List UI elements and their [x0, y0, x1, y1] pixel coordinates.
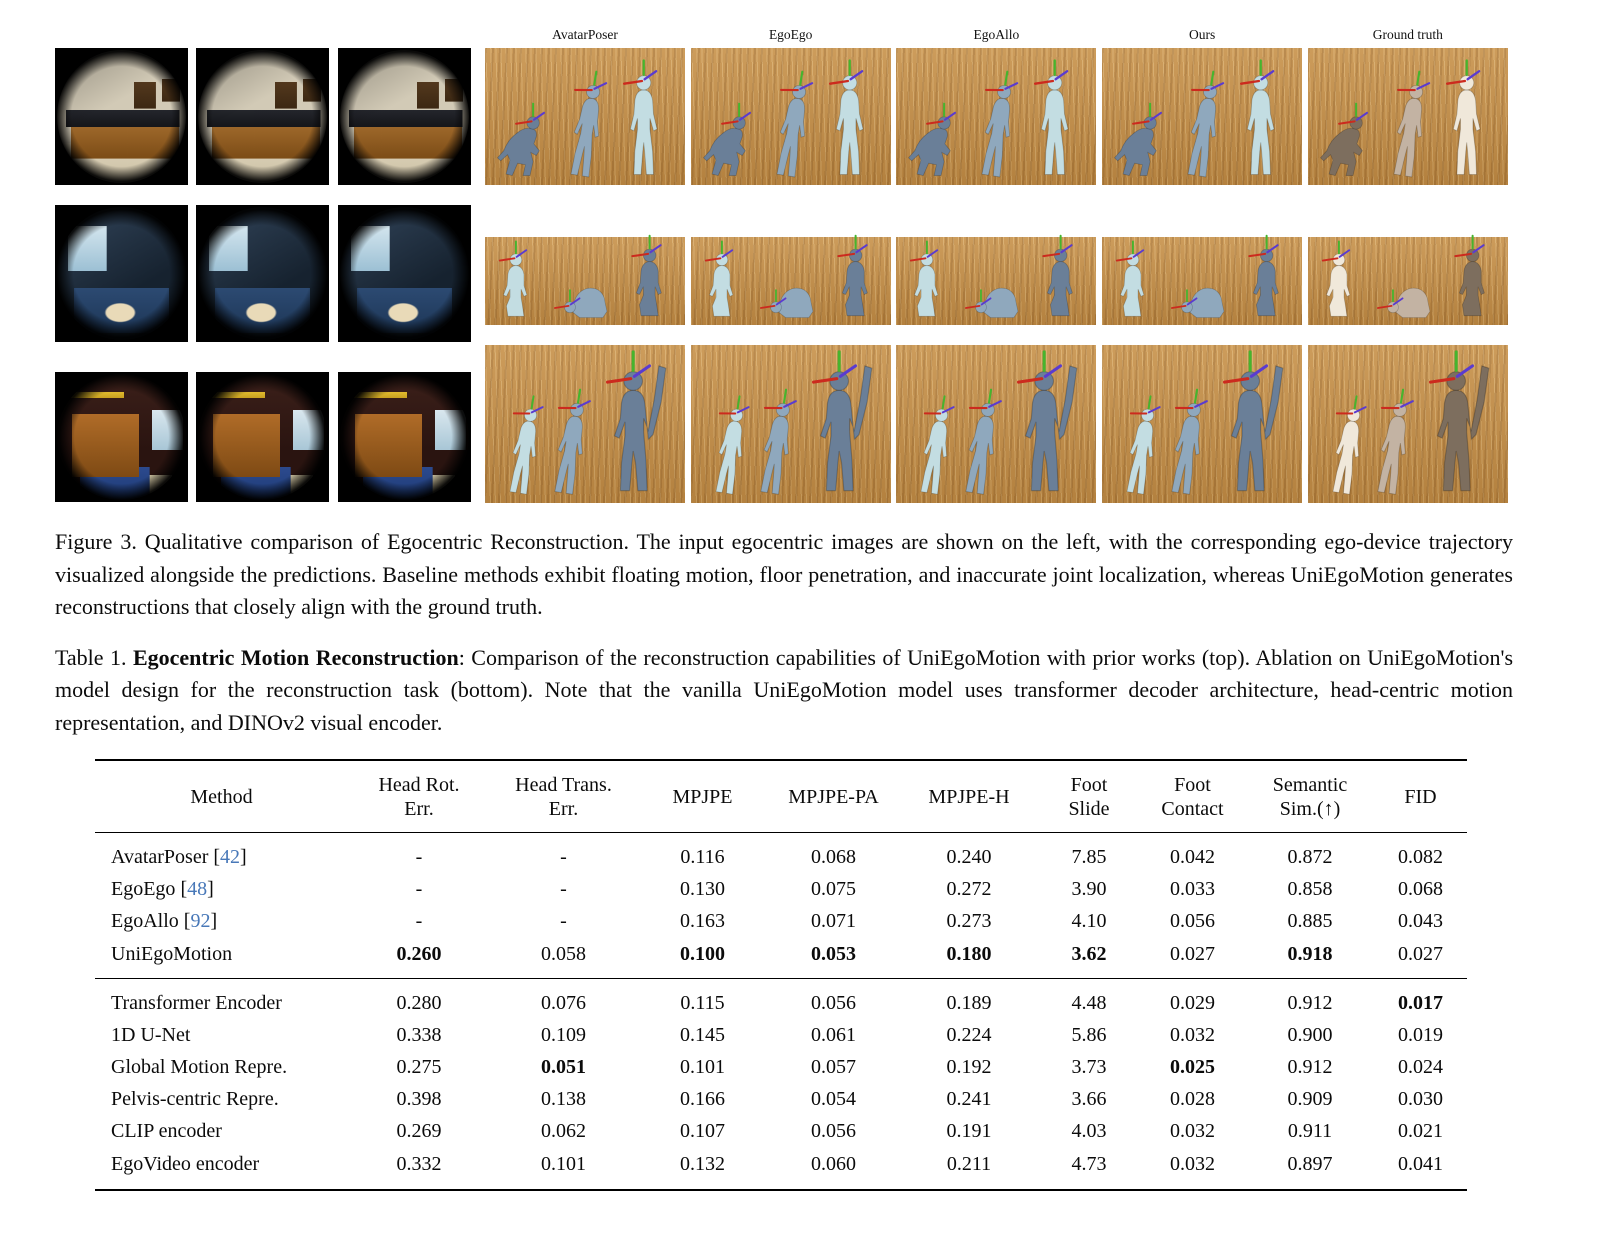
- human-mesh-figure-stand: [1234, 73, 1287, 180]
- table-row-avatarposer: [95, 833, 1467, 874]
- render-panel-avatarposer-row1: [485, 48, 685, 185]
- human-mesh-figure-kneel: [1034, 246, 1089, 320]
- render-panel-ours-row3: [1102, 345, 1302, 503]
- human-mesh-figure-crouch: [695, 109, 757, 180]
- header-cell-method: Method: [95, 760, 348, 833]
- figure-caption: Figure 3. Qualitative comparison of Egocentric Reconstruction. The input egocentric images are shown on the left, with the corresponding ego-device trajectory visualized alongside the predictions. Baseline methods exhibit floating motion, floor penetration, and inaccurate joint localization, whereas UniEgoMotion generates reconstructions that closely align with the ground truth.: [55, 529, 1513, 619]
- human-mesh-figure-lean: [557, 82, 606, 181]
- value-cell: 0.042: [1170, 846, 1215, 868]
- input-image-training-room-2: [196, 205, 329, 342]
- value-cell: 0.025: [1170, 1055, 1215, 1078]
- value-cell: 0.057: [811, 1055, 856, 1078]
- input-image-kitchen-1: [55, 48, 188, 185]
- method-cell: Pelvis-centric Repre.: [111, 1088, 279, 1111]
- value-cell: -: [560, 846, 567, 868]
- human-mesh-figure-lean: [541, 400, 590, 498]
- input-image-kitchen-3: [338, 48, 471, 185]
- human-mesh-figure-stand: [617, 73, 670, 180]
- value-cell: 3.62: [1071, 942, 1107, 965]
- value-cell: 4.48: [1039, 978, 1139, 1019]
- value-cell: 0.900: [1287, 1023, 1333, 1046]
- value-cell: 0.056: [1170, 910, 1215, 933]
- render-panel-ground-truth-row3: [1308, 345, 1508, 503]
- header-cell-mpjpe: MPJPE: [637, 760, 768, 833]
- method-cell: EgoAllo [92]: [111, 910, 218, 933]
- human-mesh-figure-crouch: [900, 109, 962, 180]
- value-cell: 0.858: [1287, 878, 1333, 901]
- value-cell: 0.082: [1398, 846, 1443, 868]
- value-cell: 0.132: [680, 1152, 725, 1175]
- value-cell: 0.024: [1398, 1055, 1443, 1078]
- render-panel-ours-row1: [1102, 48, 1302, 185]
- value-cell: 4.03: [1071, 1120, 1107, 1143]
- value-cell: 0.075: [811, 878, 856, 901]
- human-mesh-figure-bow: [1382, 273, 1437, 321]
- value-cell: 0.030: [1398, 1088, 1443, 1111]
- value-cell: 3.66: [1071, 1088, 1107, 1111]
- value-cell: 7.85: [1071, 846, 1107, 868]
- value-cell: -: [415, 846, 423, 868]
- value-cell: 0.029: [1139, 978, 1246, 1019]
- human-mesh-figure-kneel: [829, 246, 884, 320]
- value-cell: 5.86: [1071, 1023, 1107, 1046]
- value-cell: 0.027: [1170, 942, 1215, 965]
- value-cell: 0.041: [1398, 1152, 1443, 1175]
- render-panel-egoallo-row3: [896, 345, 1096, 503]
- value-cell: 0.211: [946, 1152, 992, 1175]
- human-mesh-figure-lean: [763, 82, 812, 181]
- column-header-avatarposer: AvatarPoser: [552, 27, 618, 42]
- method-cell: UniEgoMotion: [111, 942, 233, 965]
- citation-link[interactable]: 48: [187, 878, 208, 901]
- head-trajectory-axis-icon: [607, 352, 649, 382]
- value-cell: 0.068: [811, 846, 856, 868]
- render-panel-avatarposer-row2: [485, 205, 685, 325]
- value-cell: 0.275: [396, 1055, 442, 1078]
- head-trajectory-axis-icon: [1430, 352, 1472, 382]
- value-cell: 0.332: [396, 1152, 442, 1175]
- column-header-ground-truth: Ground truth: [1372, 27, 1443, 42]
- render-panel-egoego-row2: [691, 205, 891, 325]
- table-row-1d-u-net: [95, 1019, 1467, 1051]
- value-cell: 0.912: [1246, 978, 1374, 1019]
- value-cell: -: [415, 910, 423, 933]
- value-cell: 0.241: [946, 1088, 992, 1111]
- value-cell: 0.054: [811, 1088, 856, 1111]
- human-mesh-figure-lean: [1320, 406, 1366, 498]
- value-cell: 0.163: [680, 910, 725, 933]
- human-mesh-figure-bow: [765, 273, 820, 321]
- value-cell: 0.101: [680, 1055, 725, 1078]
- value-cell: 0.192: [946, 1055, 992, 1078]
- value-cell: 0.166: [680, 1088, 725, 1111]
- column-header-ours: Ours: [1188, 27, 1216, 42]
- render-panel-egoego-row1: [691, 48, 891, 185]
- column-header-egoallo: EgoAllo: [973, 27, 1020, 42]
- human-mesh-figure-reach: [803, 346, 879, 498]
- render-panel-egoallo-row1: [896, 48, 1096, 185]
- human-mesh-figure-kneel: [697, 251, 748, 321]
- human-mesh-figure-kneel: [623, 246, 678, 320]
- value-cell: 0.032: [1170, 1023, 1215, 1046]
- value-cell: 0.101: [541, 1152, 586, 1175]
- value-cell: 0.240: [946, 846, 992, 868]
- render-panel-avatarposer-row3: [485, 345, 685, 503]
- value-cell: 0.189: [899, 978, 1039, 1019]
- value-cell: 3.73: [1071, 1055, 1107, 1078]
- human-mesh-figure-lean: [1380, 82, 1429, 181]
- table-caption: Table 1. Egocentric Motion Reconstruction: Comparison of the reconstruction capabilities of UniEgoMotion with prior works (top). Ablation on UniEgoMotion's model design for the reconstruction task (bottom). Note that the vanilla UniEgoMotion model uses transformer decoder architecture, head-centric motion representation, and DINOv2 visual encoder.: [55, 644, 1514, 735]
- value-cell: 0.033: [1170, 878, 1215, 901]
- value-cell: 0.056: [768, 978, 899, 1019]
- value-cell: 3.90: [1071, 878, 1107, 901]
- value-cell: 0.076: [490, 978, 637, 1019]
- value-cell: 0.280: [348, 978, 490, 1019]
- human-mesh-figure-reach: [597, 346, 673, 498]
- value-cell: 0.269: [396, 1120, 442, 1143]
- human-mesh-figure-bow: [970, 273, 1025, 321]
- value-cell: 0.021: [1398, 1120, 1443, 1143]
- human-mesh-figure-lean: [497, 406, 543, 498]
- header-cell-foot-slide: Foot Slide: [1039, 760, 1139, 833]
- human-mesh-figure-lean: [747, 400, 796, 498]
- human-mesh-figure-lean: [952, 400, 1001, 498]
- method-cell: Global Motion Repre.: [111, 1055, 288, 1078]
- method-cell: Transformer Encoder: [95, 978, 348, 1019]
- human-mesh-figure-kneel: [1108, 251, 1159, 321]
- value-cell: 0.115: [637, 978, 768, 1019]
- human-mesh-figure-lean: [968, 82, 1017, 181]
- value-cell: 0.056: [811, 1120, 856, 1143]
- value-cell: 0.224: [946, 1023, 992, 1046]
- value-cell: 0.100: [680, 942, 725, 965]
- table-row-uniegomotion: [95, 938, 1467, 978]
- header-cell-semantic-sim: Semantic Sim.(↑): [1246, 760, 1374, 833]
- value-cell: 0.260: [396, 942, 442, 965]
- human-mesh-figure-kneel: [491, 251, 542, 321]
- value-cell: 0.053: [811, 942, 856, 965]
- human-mesh-figure-lean: [1174, 82, 1223, 181]
- value-cell: 0.043: [1398, 910, 1443, 933]
- value-cell: 0.897: [1287, 1152, 1333, 1175]
- method-cell: EgoEgo [48]: [111, 878, 214, 901]
- citation-link[interactable]: 92: [190, 910, 211, 933]
- value-cell: 0.130: [680, 878, 725, 901]
- human-mesh-figure-lean: [1364, 400, 1413, 498]
- render-panel-ours-row2: [1102, 205, 1302, 325]
- value-cell: 0.017: [1374, 978, 1467, 1019]
- table-row-clip-encoder: [95, 1116, 1467, 1148]
- value-cell: 0.191: [946, 1120, 992, 1143]
- value-cell: 0.060: [811, 1152, 856, 1175]
- value-cell: 0.872: [1287, 846, 1333, 868]
- table-header-row: [95, 760, 1467, 833]
- human-mesh-figure-lean: [1114, 406, 1160, 498]
- table-row-egoego: [95, 874, 1467, 906]
- table-row-egovideo-encoder: [95, 1148, 1467, 1190]
- value-cell: 0.061: [811, 1023, 856, 1046]
- render-panel-ground-truth-row2: [1308, 205, 1508, 325]
- input-image-training-room-1: [55, 205, 188, 342]
- human-mesh-figure-reach: [1420, 346, 1496, 498]
- table-wrap: [95, 759, 1599, 1191]
- value-cell: 0.398: [396, 1088, 442, 1111]
- value-cell: 0.028: [1170, 1088, 1215, 1111]
- human-mesh-figure-stand: [1028, 73, 1081, 180]
- input-image-gym-1: [55, 372, 188, 502]
- value-cell: 4.73: [1071, 1152, 1107, 1175]
- value-cell: 0.911: [1287, 1120, 1333, 1143]
- value-cell: 0.051: [541, 1055, 586, 1078]
- table-row-global-motion-repre: [95, 1051, 1467, 1083]
- head-trajectory-axis-icon: [1019, 352, 1061, 382]
- render-panel-egoego-row3: [691, 345, 891, 503]
- value-cell: 0.918: [1287, 942, 1333, 965]
- head-trajectory-axis-icon: [1225, 352, 1267, 382]
- human-mesh-figure-lean: [1158, 400, 1207, 498]
- header-cell-fid: FID: [1374, 760, 1467, 833]
- table-row-egoallo: [95, 906, 1467, 938]
- header-cell-mpjpe-h: MPJPE-H: [899, 760, 1039, 833]
- value-cell: 0.145: [680, 1023, 725, 1046]
- human-mesh-figure-reach: [1214, 346, 1290, 498]
- input-image-kitchen-2: [196, 48, 329, 185]
- human-mesh-figure-kneel: [902, 251, 953, 321]
- render-panel-ground-truth-row1: [1308, 48, 1508, 185]
- method-cell: 1D U-Net: [111, 1023, 191, 1046]
- header-cell-foot-contact: Foot Contact: [1139, 760, 1246, 833]
- human-mesh-figure-lean: [908, 406, 954, 498]
- table-caption-bold-title: Egocentric Motion Reconstruction: [132, 644, 459, 670]
- value-cell: 0.062: [541, 1120, 586, 1143]
- human-mesh-figure-kneel: [1240, 246, 1295, 320]
- table-row-pelvis-centric-repre: [95, 1084, 1467, 1116]
- human-mesh-figure-kneel: [1314, 251, 1365, 321]
- value-cell: 0.071: [811, 910, 856, 933]
- value-cell: 0.338: [396, 1023, 442, 1046]
- value-cell: 0.912: [1287, 1055, 1333, 1078]
- value-cell: -: [560, 910, 567, 933]
- value-cell: 0.272: [946, 878, 992, 901]
- table-row-transformer-encoder: [95, 978, 1467, 1019]
- value-cell: 0.180: [946, 942, 992, 965]
- human-mesh-figure-kneel: [1446, 246, 1501, 320]
- header-cell-head-rot-err: Head Rot. Err.: [348, 760, 490, 833]
- value-cell: 0.068: [1398, 878, 1443, 901]
- input-image-gym-3: [338, 372, 471, 502]
- value-cell: 0.107: [680, 1120, 725, 1143]
- human-mesh-figure-stand: [823, 73, 876, 180]
- head-trajectory-axis-icon: [813, 352, 855, 382]
- header-cell-head-trans-err: Head Trans. Err.: [490, 760, 637, 833]
- results-table: [95, 759, 1467, 1191]
- human-mesh-figure-bow: [559, 273, 614, 321]
- value-cell: 4.10: [1071, 910, 1107, 933]
- value-cell: -: [560, 878, 567, 901]
- value-cell: 0.116: [680, 846, 725, 868]
- method-cell: EgoVideo encoder: [111, 1152, 260, 1175]
- citation-link[interactable]: 42: [220, 846, 241, 868]
- value-cell: 0.019: [1398, 1023, 1443, 1046]
- column-header-egoego: EgoEgo: [768, 27, 813, 42]
- input-image-training-room-3: [338, 205, 471, 342]
- render-panel-egoallo-row2: [896, 205, 1096, 325]
- human-mesh-figure-crouch: [1106, 109, 1168, 180]
- human-mesh-figure-crouch: [489, 109, 551, 180]
- value-cell: 0.109: [541, 1023, 586, 1046]
- value-cell: 0.885: [1287, 910, 1333, 933]
- value-cell: -: [415, 878, 423, 901]
- human-mesh-figure-crouch: [1312, 109, 1374, 180]
- human-mesh-figure-bow: [1176, 273, 1231, 321]
- human-mesh-figure-reach: [1008, 346, 1084, 498]
- method-cell: AvatarPoser [42]: [111, 846, 247, 868]
- human-mesh-figure-stand: [1440, 73, 1493, 180]
- value-cell: 0.273: [946, 910, 992, 933]
- value-cell: 0.027: [1398, 942, 1443, 965]
- input-image-gym-2: [196, 372, 329, 502]
- figure-3-qualitative-comparison: [0, 0, 1599, 508]
- value-cell: 0.058: [541, 942, 586, 965]
- human-mesh-figure-lean: [703, 406, 749, 498]
- value-cell: 0.138: [541, 1088, 586, 1111]
- value-cell: 0.032: [1170, 1120, 1215, 1143]
- method-cell: CLIP encoder: [111, 1120, 222, 1143]
- value-cell: 0.032: [1170, 1152, 1215, 1175]
- value-cell: 0.909: [1287, 1088, 1333, 1111]
- header-cell-mpjpe-pa: MPJPE-PA: [768, 760, 899, 833]
